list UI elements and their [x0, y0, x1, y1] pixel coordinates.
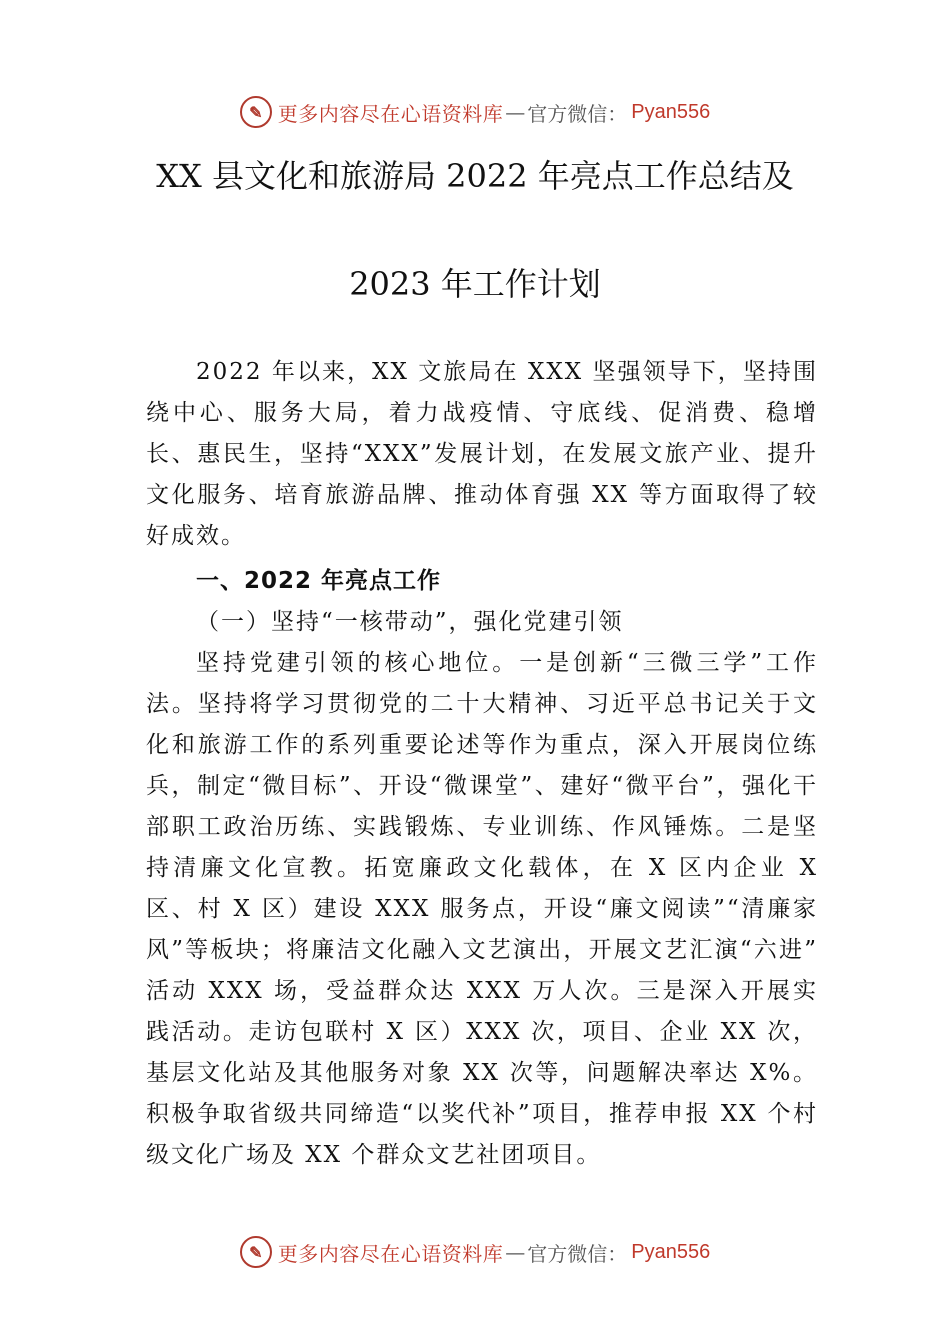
section-heading: 一、2022 年亮点工作 — [196, 568, 442, 594]
document-title: XX 县文化和旅游局 2022 年亮点工作总结及 — [156, 157, 794, 195]
watermark-dash: — — [505, 100, 526, 124]
document-body — [146, 352, 818, 1176]
pen-logo-icon: ✎ — [240, 96, 272, 128]
watermark-text: 更多内容尽在心语资料库 — [277, 101, 504, 126]
pen-logo-icon: ✎ — [240, 1236, 272, 1268]
subsection-paragraph: 坚持党建引领的核心地位。一是创新“三微三学”工作法。坚持将学习贯彻党的二十大精神、习近平总书记关于文化和旅游工作的系列重要论述等作为重点，深入开展岗位练兵，制定“微目标”、开设“微课堂”、建好“微平台”，强化干部职工政治历练、实践锻炼、专业训练、作风锤炼。二是坚持清廉文化宣教。拓宽廉政文化载体，在 X 区内企业 X 区、村 X 区）建设 XXX 服务点，开设“廉文阅读”“清廉家风”等板块；将廉洁文化融入文艺演出，开展文艺汇演“六进” 活动 XXX 场，受益群众达 XXX 万人次。三是深入开展实践活动。走访包联村 X 区）XXX 次，项目、企业 XX 次，基层文化站及其他服务对象 XX 次等，问题解决率达 X%。积极争取省级共同缔造“以奖代补”项目，推荐申报 XX 个村级文化广场及 XX 个群众文艺社团项目。 — [146, 650, 818, 1168]
watermark-header — [0, 96, 950, 128]
watermark-footer — [0, 1236, 950, 1268]
watermark-label: 官方微信： — [527, 1241, 628, 1266]
watermark-text: 更多内容尽在心语资料库 — [277, 1241, 504, 1266]
watermark-id: Pyan556 — [631, 1240, 711, 1263]
document-subtitle: 2023 年工作计划 — [349, 265, 601, 303]
watermark-label: 官方微信： — [527, 101, 628, 126]
watermark-id: Pyan556 — [631, 100, 711, 123]
watermark-dash: — — [505, 1240, 526, 1264]
subsection-heading: （一）坚持“一核带动”，强化党建引领 — [196, 609, 624, 635]
intro-paragraph: 2022 年以来，XX 文旅局在 XXX 坚强领导下，坚持围绕中心、服务大局，着力战疫情、守底线、促消费、稳增长、惠民生，坚持“XXX”发展计划，在发展文旅产业、提升文化服务、培育旅游品牌、推动体育强 XX 等方面取得了较好成效。 — [146, 359, 818, 549]
